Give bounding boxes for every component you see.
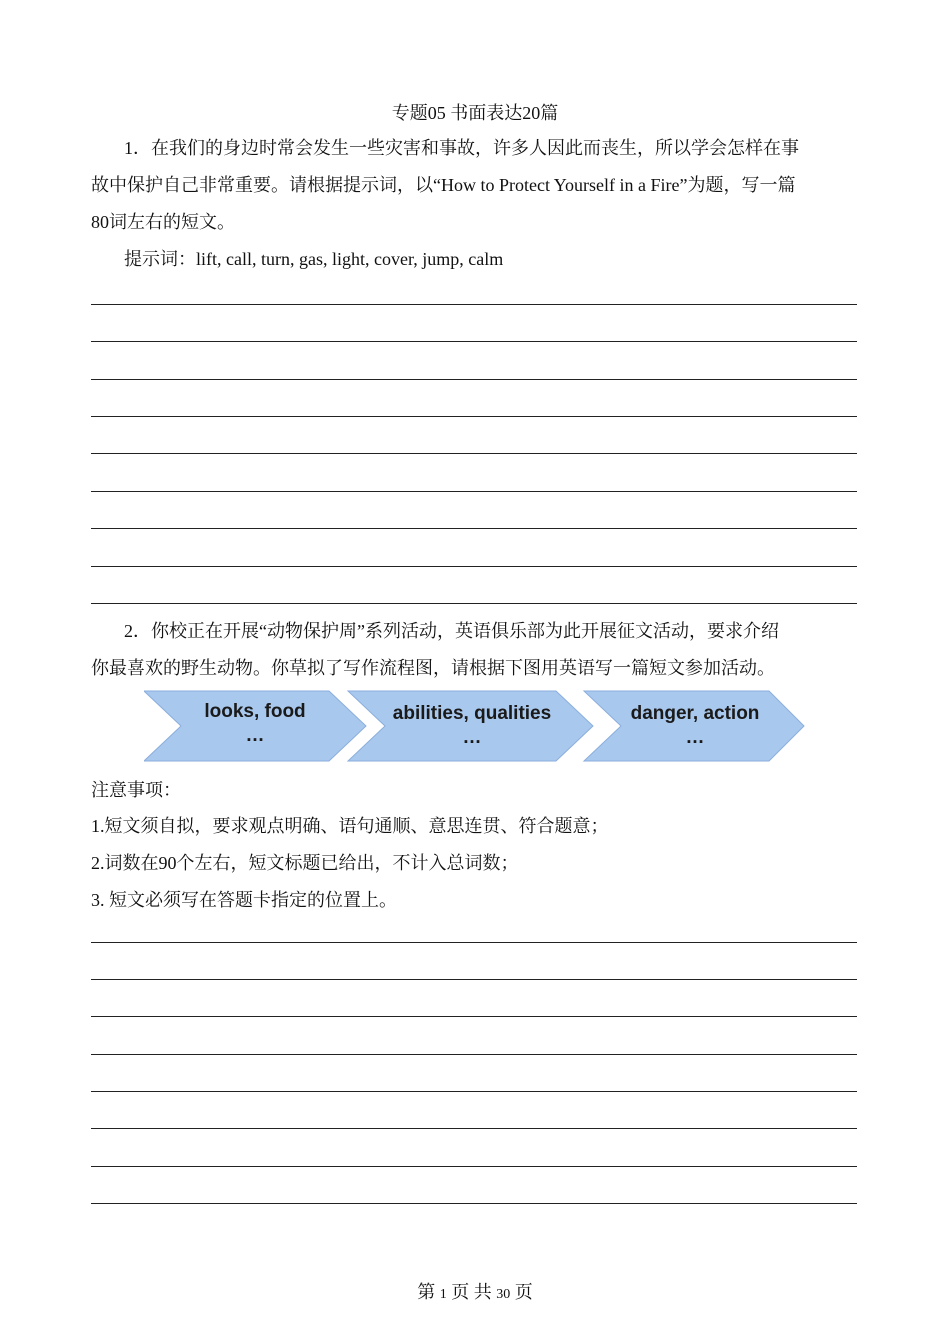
flow-step-dots: … (462, 727, 482, 748)
writing-flowchart (144, 690, 808, 762)
q1-line2: 故中保护自己非常重要。请根据提示词，以“How to Protect Yourself in a Fire”为题，写一篇 (91, 175, 796, 195)
answer-line[interactable] (91, 1166, 857, 1167)
answer-line[interactable] (91, 491, 857, 492)
footer-page-number: 1 (439, 1287, 447, 1302)
answer-line[interactable] (91, 453, 857, 454)
answer-line[interactable] (91, 1203, 857, 1204)
note-item: 2.词数在90个左右，短文标题已给出，不计入总词数； (91, 853, 519, 873)
answer-line[interactable] (91, 341, 857, 342)
q2-line2: 你最喜欢的野生动物。你草拟了写作流程图，请根据下图用英语写一篇短文参加活动。 (91, 658, 775, 678)
answer-line[interactable] (91, 942, 857, 943)
page-footer (0, 1280, 950, 1307)
answer-line[interactable] (91, 603, 857, 604)
q2-line1: 2．你校正在开展“动物保护周”系列活动，英语俱乐部为此开展征文活动，要求介绍 (124, 621, 779, 641)
q1-line1: 1．在我们的身边时常会发生一些灾害和事故，许多人因此而丧生，所以学会怎样在事 (124, 138, 799, 158)
answer-line[interactable] (91, 1054, 857, 1055)
flow-step-label: looks, food (204, 701, 306, 722)
answer-line[interactable] (91, 566, 857, 567)
answer-line[interactable] (91, 979, 857, 980)
flow-step-label: danger, action (630, 703, 760, 724)
notes-title: 注意事项： (91, 780, 181, 800)
answer-line[interactable] (91, 528, 857, 529)
footer-mid: 页 共 (451, 1282, 492, 1302)
note-item: 1.短文须自拟，要求观点明确、语句通顺、意思连贯、符合题意； (91, 816, 609, 836)
footer-total-pages: 30 (496, 1287, 511, 1302)
answer-line[interactable] (91, 1091, 857, 1092)
flow-step-3 (604, 702, 786, 750)
flow-step-2 (370, 702, 574, 750)
answer-line[interactable] (91, 1128, 857, 1129)
footer-prefix: 第 (417, 1282, 436, 1302)
flow-step-label: abilities, qualities (392, 703, 552, 724)
q1-line3: 80词左右的短文。 (91, 212, 235, 232)
answer-line[interactable] (91, 1016, 857, 1017)
answer-line[interactable] (91, 304, 857, 305)
flow-step-1 (164, 700, 346, 748)
q1-hint: 提示词：lift, call, turn, gas, light, cover, jump, calm (124, 249, 504, 269)
flow-step-dots: … (245, 725, 265, 746)
flow-step-dots: … (685, 727, 705, 748)
answer-line[interactable] (91, 379, 857, 380)
note-item: 3. 短文必须写在答题卡指定的位置上。 (91, 890, 397, 910)
page-title: 专题05 书面表达20篇 (391, 103, 559, 123)
answer-line[interactable] (91, 416, 857, 417)
footer-suffix: 页 (514, 1282, 533, 1302)
